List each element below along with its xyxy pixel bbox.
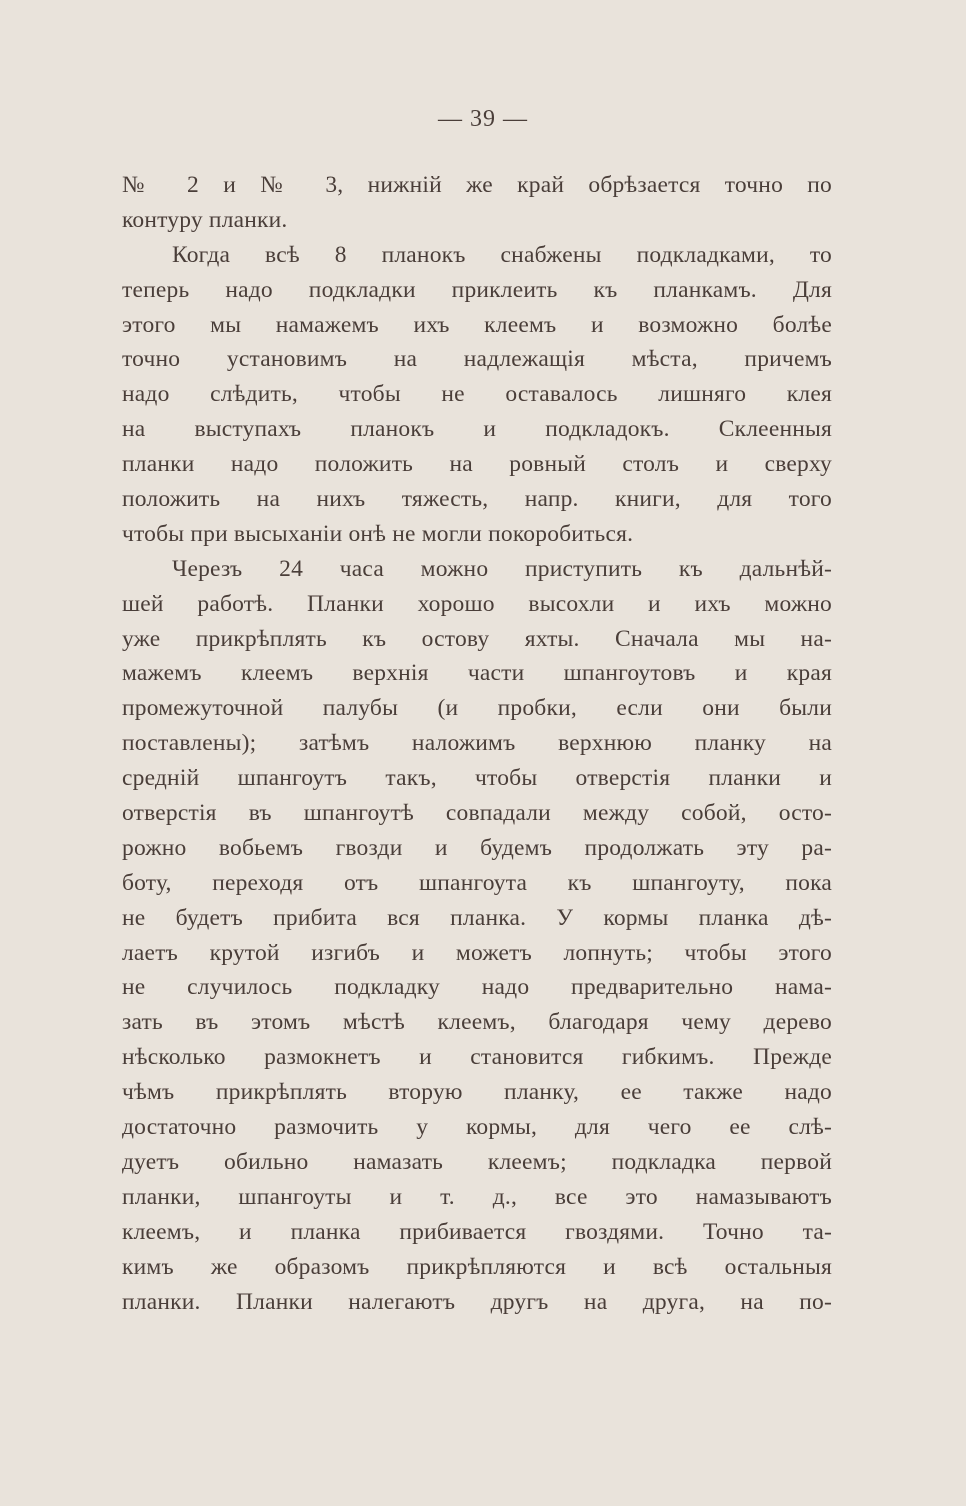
- text-line: теперь надо подкладки приклеить къ планкамъ. Для: [122, 276, 832, 303]
- text-line: зать въ этомъ мѣстѣ клеемъ, благодаря чему дерево: [122, 1009, 832, 1036]
- text-line: уже прикрѣплять къ остову яхты. Сначала мы на-: [122, 625, 832, 652]
- text-line: не случилось подкладку надо предварительно нама-: [122, 974, 832, 1001]
- text-line: контуру планки.: [122, 206, 288, 233]
- text-line: боту, переходя отъ шпангоута къ шпангоуту, пока: [122, 869, 832, 896]
- text-line: нѣсколько размокнетъ и становится гибкимъ. Прежде: [122, 1044, 832, 1071]
- text-line: чѣмъ прикрѣплять вторую планку, ее также надо: [122, 1079, 832, 1106]
- text-line: клеемъ, и планка прибивается гвоздями. Точно та-: [122, 1218, 832, 1245]
- text-line: чтобы при высыханіи онѣ не могли покоробиться.: [122, 520, 634, 547]
- text-line: кимъ же образомъ прикрѣпляются и всѣ остальныя: [122, 1253, 832, 1280]
- text-line: мажемъ клеемъ верхнія части шпангоутовъ и края: [122, 660, 832, 687]
- text-line: дуетъ обильно намазать клеемъ; подкладка первой: [122, 1148, 832, 1175]
- text-line: Когда всѣ 8 планокъ снабжены подкладками, то: [172, 241, 832, 268]
- text-line: планки, шпангоуты и т. д., все это намазываютъ: [122, 1183, 832, 1210]
- text-line: этого мы намажемъ ихъ клеемъ и возможно болѣе: [122, 311, 832, 338]
- text-line: средній шпангоутъ такъ, чтобы отверстія планки и: [122, 765, 832, 792]
- text-line: положить на нихъ тяжесть, напр. книги, для того: [122, 486, 832, 513]
- text-line: рожно вобьемъ гвозди и будемъ продолжать эту ра-: [122, 834, 832, 861]
- text-line: на выступахъ планокъ и подкладокъ. Склеенныя: [122, 416, 832, 443]
- text-line: отверстія въ шпангоутѣ совпадали между собой, осто-: [122, 800, 832, 827]
- text-line: № 2 и № 3, нижній же край обрѣзается точно по: [122, 172, 832, 198]
- text-line: поставлены); затѣмъ наложимъ верхнюю планку на: [122, 730, 832, 757]
- text-line: достаточно размочить у кормы, для чего ее слѣ-: [122, 1114, 832, 1141]
- text-line: надо слѣдить, чтобы не оставалось лишняго клея: [122, 381, 832, 408]
- text-line: промежуточной палубы (и пробки, если они были: [122, 695, 832, 722]
- text-line: планки. Планки налегаютъ другъ на друга, на по-: [122, 1288, 832, 1315]
- text-line: шей работѣ. Планки хорошо высохли и ихъ можно: [122, 590, 832, 617]
- text-line: точно установимъ на надлежащія мѣста, причемъ: [122, 346, 832, 373]
- text-line: планки надо положить на ровный столъ и сверху: [122, 451, 832, 478]
- body-text: [122, 168, 832, 1319]
- text-line: лаетъ крутой изгибъ и можетъ лопнуть; чтобы этого: [122, 939, 832, 966]
- text-line: Черезъ 24 часа можно приступить къ дальнѣй-: [172, 555, 832, 582]
- text-line: не будетъ прибита вся планка. У кормы планка дѣ-: [122, 904, 832, 931]
- page-number: — 39 —: [438, 106, 528, 132]
